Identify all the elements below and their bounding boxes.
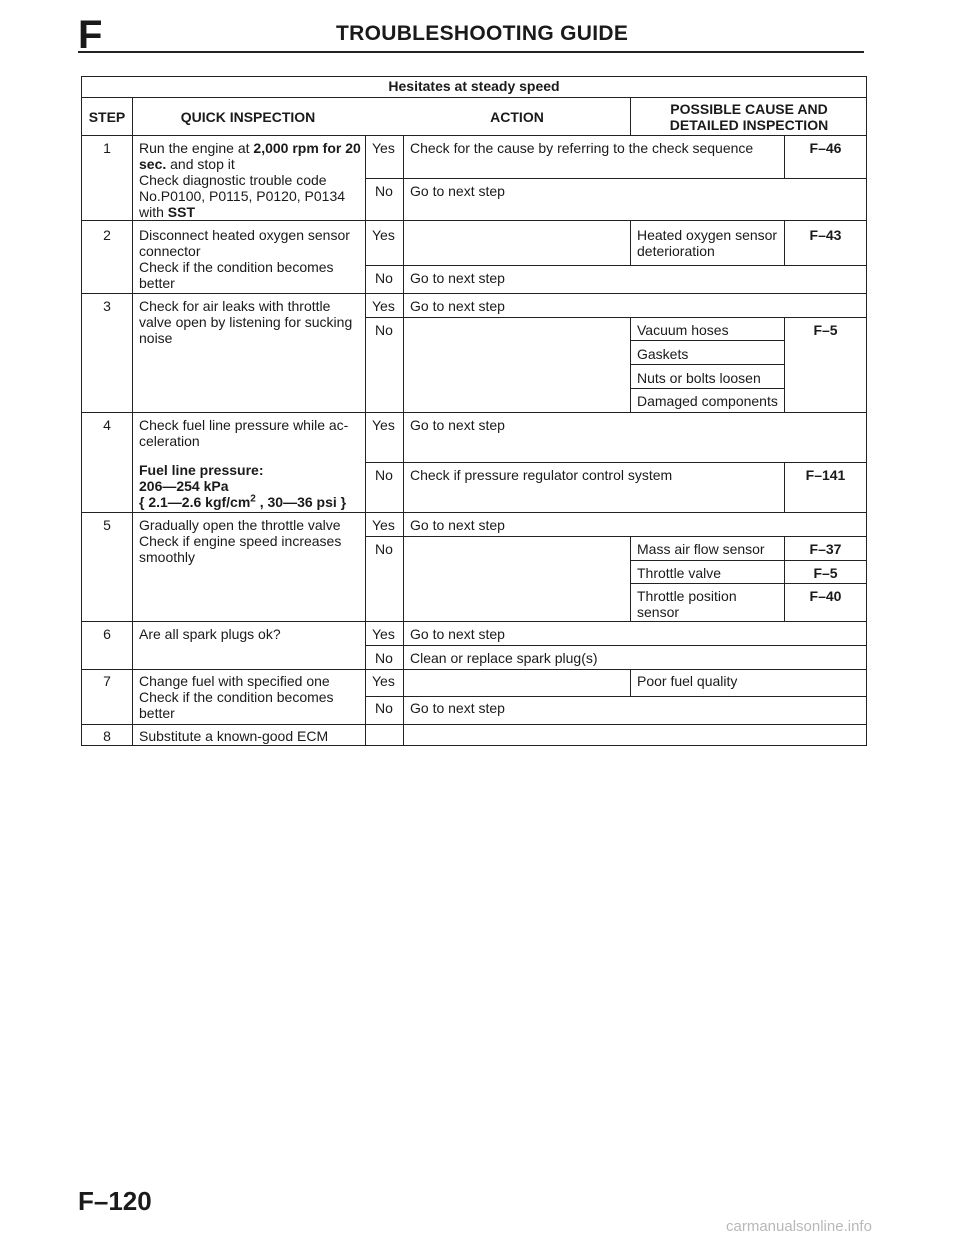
answer-yes: Yes <box>372 298 395 314</box>
answer-no: No <box>375 541 393 557</box>
answer-no: No <box>375 467 393 483</box>
grid-line <box>630 340 784 341</box>
grid-line <box>365 645 866 646</box>
reference-page: F–5 <box>813 565 838 581</box>
grid-line <box>365 178 866 179</box>
column-header-cause-line2: DETAILED INSPECTION <box>669 117 829 133</box>
reference-page: F–46 <box>809 140 842 156</box>
inspection-text: smoothly <box>139 549 196 565</box>
cause-text: Poor fuel quality <box>637 673 738 689</box>
inspection-text: No.P0100, P0115, P0120, P0134 <box>139 188 346 204</box>
action-text: Check for the cause by referring to the check sequence <box>410 140 754 156</box>
step-1-inspection <box>139 140 361 220</box>
action-text: Go to next step <box>410 626 505 642</box>
action-text: Go to next step <box>410 298 505 314</box>
cause-text: Mass air flow sensor <box>637 541 765 557</box>
reference-page: F–141 <box>805 467 846 483</box>
step-7-inspection <box>139 673 334 721</box>
inspection-text: Check if engine speed increases <box>139 533 342 549</box>
watermark: carmanualsonline.info <box>726 1218 872 1235</box>
page-number: F–120 <box>78 1186 152 1216</box>
grid-line <box>630 220 631 265</box>
step-number: 5 <box>103 517 111 533</box>
answer-yes: Yes <box>372 140 395 156</box>
cause-text: Nuts or bolts loosen <box>637 370 761 386</box>
answer-no: No <box>375 650 393 666</box>
spec-label: Fuel line pressure: <box>139 462 264 478</box>
action-text: Go to next step <box>410 183 505 199</box>
cause-text <box>637 227 777 259</box>
step-number: 4 <box>103 417 111 433</box>
answer-no: No <box>375 270 393 286</box>
step-5-inspection <box>139 517 341 565</box>
step-2-inspection <box>139 227 350 291</box>
inspection-text: Check if the condition becomes <box>139 259 334 275</box>
inspection-text: better <box>139 275 175 291</box>
step-6-inspection: Are all spark plugs ok? <box>139 626 281 642</box>
inspection-text: Run the engine at <box>139 140 254 156</box>
grid-line <box>82 97 866 98</box>
cause-text: Throttle valve <box>637 565 722 581</box>
inspection-text: and stop it <box>166 156 235 172</box>
grid-line <box>630 560 866 561</box>
answer-no: No <box>375 183 393 199</box>
answer-yes: Yes <box>372 673 395 689</box>
table-caption: Hesitates at steady speed <box>388 78 560 94</box>
inspection-text: noise <box>139 330 173 346</box>
cause-line: sensor <box>637 604 680 620</box>
superscript: 2 <box>250 493 256 505</box>
inspection-text: Check for air leaks with throttle <box>139 298 331 314</box>
reference-page: F–37 <box>809 541 842 557</box>
inspection-text: connector <box>139 243 201 259</box>
fuel-pressure-spec <box>139 462 346 510</box>
grid-line <box>365 265 866 266</box>
grid-line <box>82 724 866 725</box>
answer-yes: Yes <box>372 517 395 533</box>
inspection-text: Gradually open the throttle valve <box>139 517 341 533</box>
action-text: Go to next step <box>410 270 505 286</box>
inspection-text: Disconnect heated oxygen sensor <box>139 227 350 243</box>
spec-value: , 30—36 psi } <box>255 494 347 510</box>
reference-page: F–43 <box>809 227 842 243</box>
grid-line <box>365 317 866 318</box>
action-text: Go to next step <box>410 700 505 716</box>
column-header-quick-inspection: QUICK INSPECTION <box>180 109 316 125</box>
section-letter: F <box>78 13 103 57</box>
step-number: 7 <box>103 673 111 689</box>
grid-line <box>365 462 866 463</box>
reference-page: F–40 <box>809 588 842 604</box>
inspection-bold: sec. <box>139 156 167 172</box>
step-8-inspection: Substitute a known-good ECM <box>139 728 329 744</box>
inspection-text: celeration <box>139 433 200 449</box>
cause-line: Heated oxygen sensor <box>637 227 778 243</box>
cause-text: Vacuum hoses <box>637 322 729 338</box>
column-header-step: STEP <box>88 109 126 125</box>
grid-line <box>365 135 366 745</box>
cause-text: Gaskets <box>637 346 689 362</box>
inspection-text: Change fuel with specified one <box>139 673 330 689</box>
inspection-text: valve open by listening for sucking <box>139 314 353 330</box>
answer-no: No <box>375 700 393 716</box>
grid-line <box>630 669 631 696</box>
grid-line <box>630 388 784 389</box>
step-4-inspection <box>139 417 348 449</box>
grid-line <box>82 135 866 136</box>
header-divider <box>78 51 864 53</box>
action-text: Go to next step <box>410 417 505 433</box>
grid-line <box>630 583 866 584</box>
grid-line <box>82 412 866 413</box>
grid-line <box>82 220 866 221</box>
grid-line <box>132 135 133 745</box>
cause-line: Throttle position <box>637 588 737 604</box>
page-title: TROUBLESHOOTING GUIDE <box>336 22 629 45</box>
step-number: 3 <box>103 298 111 314</box>
grid-line <box>82 621 866 622</box>
inspection-bold: SST <box>167 204 196 220</box>
grid-line <box>82 512 866 513</box>
inspection-text: better <box>139 705 175 721</box>
spec-value: 206—254 kPa <box>139 478 229 494</box>
step-number: 8 <box>103 728 111 744</box>
spec-value: { 2.1—2.6 kgf/cm <box>139 494 251 510</box>
grid-line <box>403 135 404 745</box>
action-text: Go to next step <box>410 517 505 533</box>
grid-line <box>630 536 631 621</box>
grid-line <box>365 536 866 537</box>
column-header-action: ACTION <box>490 109 544 125</box>
inspection-text: Check fuel line pressure while ac- <box>139 417 349 433</box>
answer-yes: Yes <box>372 227 395 243</box>
grid-line <box>365 696 866 697</box>
grid-line <box>82 293 866 294</box>
reference-page: F–5 <box>813 322 838 338</box>
cause-text <box>637 588 737 620</box>
column-header-cause: POSSIBLE CAUSE AND <box>670 101 828 117</box>
step-3-inspection <box>139 298 352 346</box>
cause-text: Damaged components <box>637 393 778 409</box>
step-number: 2 <box>103 227 111 243</box>
inspection-text: with <box>139 204 168 220</box>
inspection-text: Check diagnostic trouble code <box>139 172 327 188</box>
step-number: 6 <box>103 626 111 642</box>
step-number: 1 <box>103 140 111 156</box>
action-text: Check if pressure regulator control system <box>410 467 673 483</box>
action-text: Clean or replace spark plug(s) <box>410 650 598 666</box>
inspection-text: Check if the condition becomes <box>139 689 334 705</box>
answer-no: No <box>375 322 393 338</box>
inspection-bold: 2,000 rpm for 20 <box>253 140 361 156</box>
grid-line <box>82 669 866 670</box>
cause-line: deterioration <box>637 243 715 259</box>
answer-yes: Yes <box>372 626 395 642</box>
grid-line <box>630 364 784 365</box>
answer-yes: Yes <box>372 417 395 433</box>
